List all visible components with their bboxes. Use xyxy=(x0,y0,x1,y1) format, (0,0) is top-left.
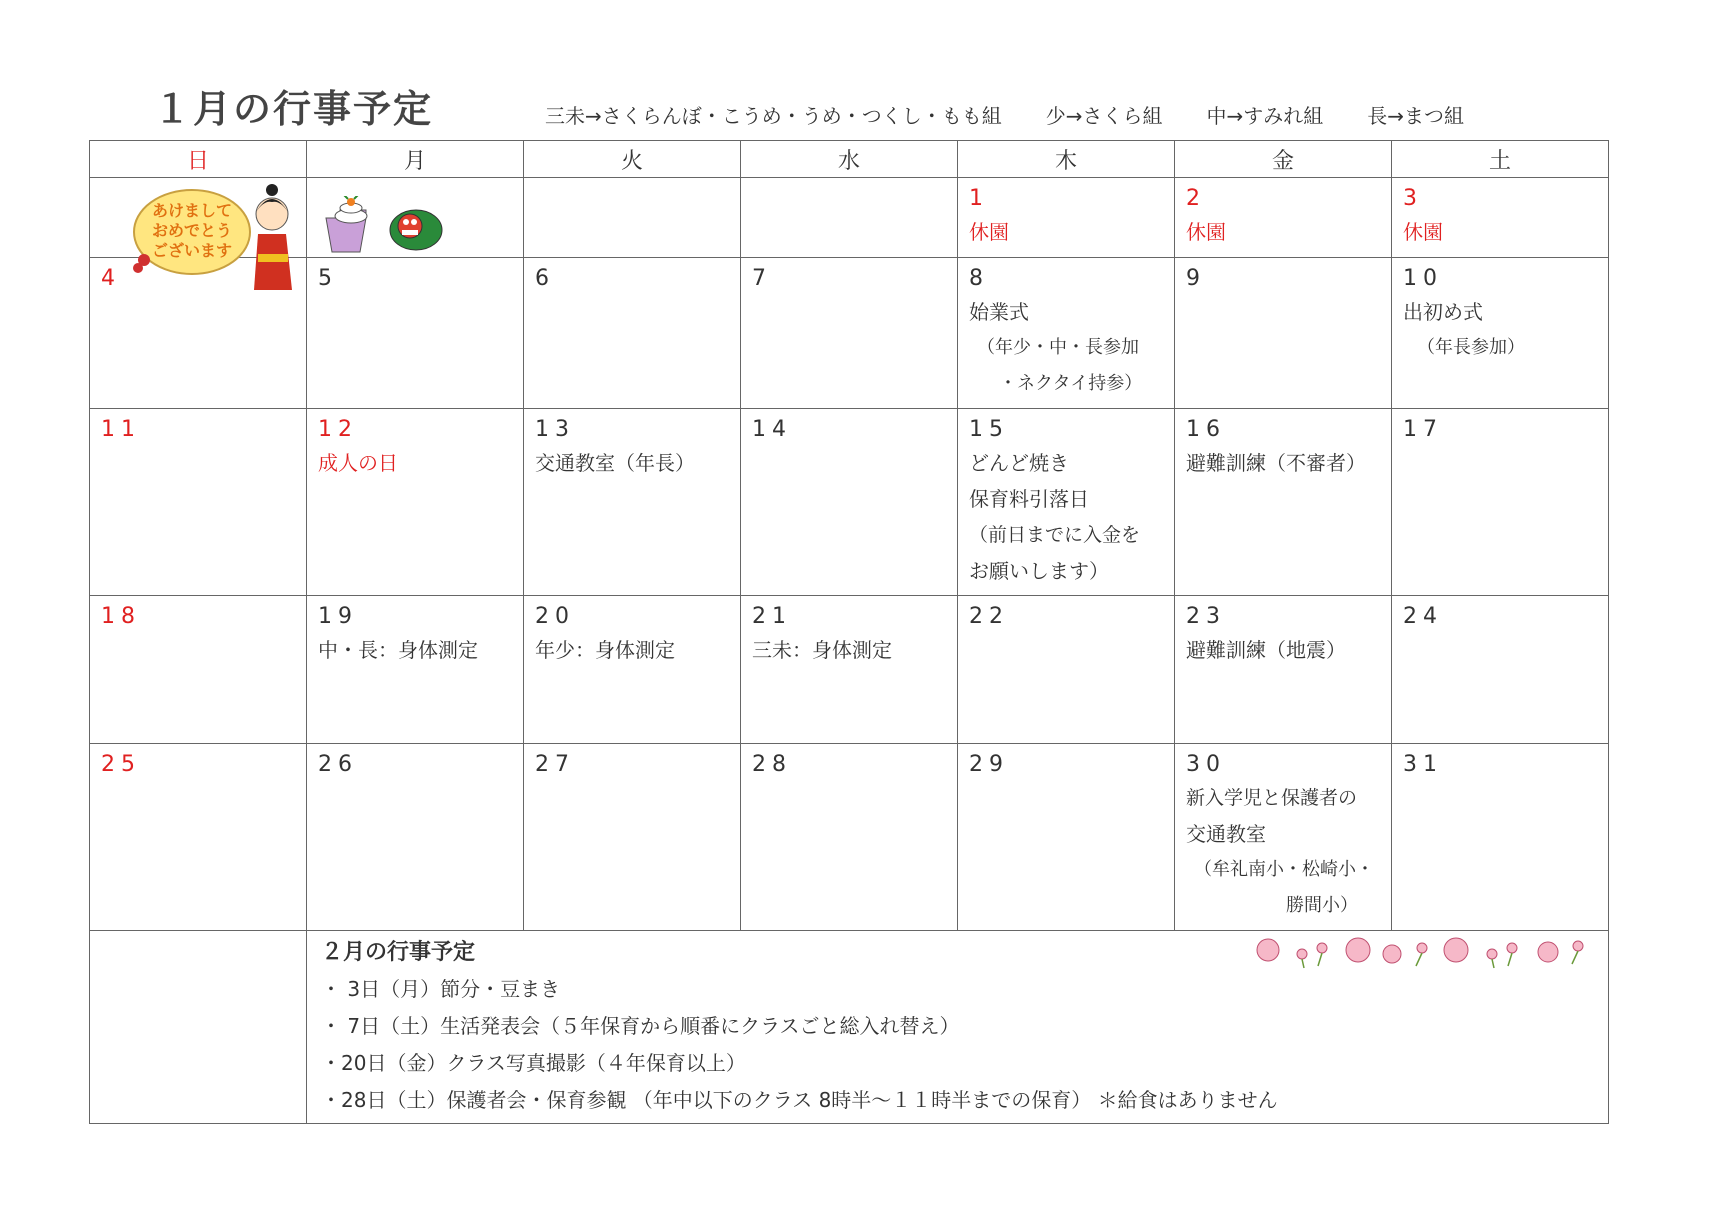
weekday-mon: 月 xyxy=(307,141,524,178)
sticker-line: おめでとう xyxy=(151,221,233,240)
day-cell xyxy=(741,596,958,744)
kagami-mochi-icon xyxy=(318,196,458,256)
day-number: 9 xyxy=(1186,266,1206,291)
february-item: ・20日（金）クラス写真撮影（４年保育以上） xyxy=(321,1051,746,1075)
day-number: 12 xyxy=(318,417,358,442)
day-number: 7 xyxy=(752,266,772,291)
day-number: 4 xyxy=(101,266,121,291)
day-cell xyxy=(958,596,1175,744)
day-cell xyxy=(307,409,524,596)
event-text: ・ネクタイ持参） xyxy=(999,373,1143,394)
day-cell xyxy=(1392,178,1609,258)
day-cell xyxy=(1392,258,1609,409)
february-item: ・ 3日（月）節分・豆まき xyxy=(321,977,561,1001)
day-number: 28 xyxy=(752,752,792,777)
event-text: 出初め式 xyxy=(1403,300,1483,324)
event-text: 休園 xyxy=(969,220,1009,244)
day-cell xyxy=(1392,409,1609,596)
sticker-line: ございます xyxy=(151,241,233,260)
day-number: 18 xyxy=(101,604,141,629)
event-text: （年少・中・長参加 xyxy=(977,337,1139,358)
lion-dance-icon xyxy=(390,210,442,250)
day-cell xyxy=(958,178,1175,258)
class-legend xyxy=(545,100,1464,129)
day-number: 17 xyxy=(1403,417,1443,442)
new-year-greeting-sticker xyxy=(130,182,300,292)
weekday-thu: 木 xyxy=(958,141,1175,178)
day-cell xyxy=(524,178,741,258)
day-number: 19 xyxy=(318,604,358,629)
event-text: お願いします） xyxy=(969,559,1109,583)
day-cell xyxy=(958,744,1175,931)
day-number: 15 xyxy=(969,417,1009,442)
day-number: 30 xyxy=(1186,752,1226,777)
flower-decoration-icon xyxy=(1252,930,1592,972)
event-text: 避難訓練（地震） xyxy=(1186,638,1346,662)
day-cell xyxy=(524,596,741,744)
event-text: 始業式 xyxy=(969,300,1029,324)
day-number: 3 xyxy=(1403,186,1423,211)
event-text: 年少：身体測定 xyxy=(535,638,675,662)
week-row xyxy=(90,409,1609,596)
weekday-fri: 金 xyxy=(1175,141,1392,178)
day-number: 2 xyxy=(1186,186,1206,211)
weekday-tue: 火 xyxy=(524,141,741,178)
event-text: 勝間小） xyxy=(1286,895,1358,916)
weekday-sat: 土 xyxy=(1392,141,1609,178)
event-text: 新入学児と保護者の xyxy=(1186,787,1358,809)
day-number: 8 xyxy=(969,266,989,291)
february-title: ２月の行事予定 xyxy=(321,940,476,965)
day-cell xyxy=(1175,178,1392,258)
event-text: （前日までに入金を xyxy=(969,524,1141,546)
event-text: （年長参加） xyxy=(1417,337,1525,358)
day-cell xyxy=(524,258,741,409)
day-cell xyxy=(958,258,1175,409)
day-cell xyxy=(307,596,524,744)
day-cell xyxy=(524,409,741,596)
february-item: ・ 7日（土）生活発表会（５年保育から順番にクラスごと総入れ替え） xyxy=(321,1014,960,1038)
legend-item: 中→すみれ組 xyxy=(1206,104,1324,128)
day-number: 22 xyxy=(969,604,1009,629)
day-cell xyxy=(741,744,958,931)
day-cell xyxy=(958,409,1175,596)
day-cell xyxy=(307,744,524,931)
february-item: ・28日（土）保護者会・保育参観 （年中以下のクラス 8時半～１１時半までの保育） ＊給食はありません xyxy=(321,1088,1278,1112)
day-number: 23 xyxy=(1186,604,1226,629)
day-cell xyxy=(90,409,307,596)
february-blank-cell xyxy=(90,931,307,1124)
day-number: 29 xyxy=(969,752,1009,777)
day-number: 24 xyxy=(1403,604,1443,629)
day-number: 21 xyxy=(752,604,792,629)
event-text: どんど焼き xyxy=(969,451,1069,475)
event-text: （牟礼南小・松崎小・ xyxy=(1194,859,1374,880)
day-cell xyxy=(1175,596,1392,744)
day-number: 31 xyxy=(1403,752,1443,777)
event-text: 休園 xyxy=(1186,220,1226,244)
week-row xyxy=(90,258,1609,409)
calendar-table xyxy=(89,140,1609,1124)
day-number: 10 xyxy=(1403,266,1443,291)
day-cell xyxy=(90,744,307,931)
legend-item: 少→さくら組 xyxy=(1045,104,1163,128)
event-text: 保育料引落日 xyxy=(969,487,1089,511)
day-cell xyxy=(1175,258,1392,409)
day-number: 13 xyxy=(535,417,575,442)
event-text: 避難訓練（不審者） xyxy=(1186,451,1366,475)
day-cell xyxy=(741,409,958,596)
day-cell xyxy=(1175,744,1392,931)
day-number: 25 xyxy=(101,752,141,777)
day-number: 11 xyxy=(101,417,141,442)
week-row xyxy=(90,744,1609,931)
event-text: 交通教室（年長） xyxy=(535,451,695,475)
legend-item: 三未→さくらんぼ・こうめ・うめ・つくし・もも組 xyxy=(545,104,1002,128)
event-text: 中・長：身体測定 xyxy=(318,638,478,662)
weekday-header-row xyxy=(90,141,1609,178)
legend-item: 長→まつ組 xyxy=(1367,104,1465,128)
day-number: 14 xyxy=(752,417,792,442)
week-row xyxy=(90,596,1609,744)
event-text: 交通教室 xyxy=(1186,822,1266,846)
event-text: 三未：身体測定 xyxy=(752,638,892,662)
day-cell xyxy=(741,178,958,258)
day-cell xyxy=(524,744,741,931)
day-number: 20 xyxy=(535,604,575,629)
day-number: 16 xyxy=(1186,417,1226,442)
event-text: 成人の日 xyxy=(318,451,398,475)
day-number: 27 xyxy=(535,752,575,777)
day-cell xyxy=(1392,596,1609,744)
day-cell xyxy=(307,258,524,409)
day-number: 26 xyxy=(318,752,358,777)
day-cell xyxy=(90,596,307,744)
day-cell xyxy=(741,258,958,409)
page-title: １月の行事予定 xyxy=(153,87,434,131)
sticker-line: あけまして xyxy=(151,201,233,220)
weekday-sun: 日 xyxy=(90,141,307,178)
event-text: 休園 xyxy=(1403,220,1443,244)
day-number: 5 xyxy=(318,266,338,291)
day-number: 6 xyxy=(535,266,555,291)
day-cell xyxy=(1392,744,1609,931)
weekday-wed: 水 xyxy=(741,141,958,178)
day-cell xyxy=(1175,409,1392,596)
day-number: 1 xyxy=(969,186,989,211)
